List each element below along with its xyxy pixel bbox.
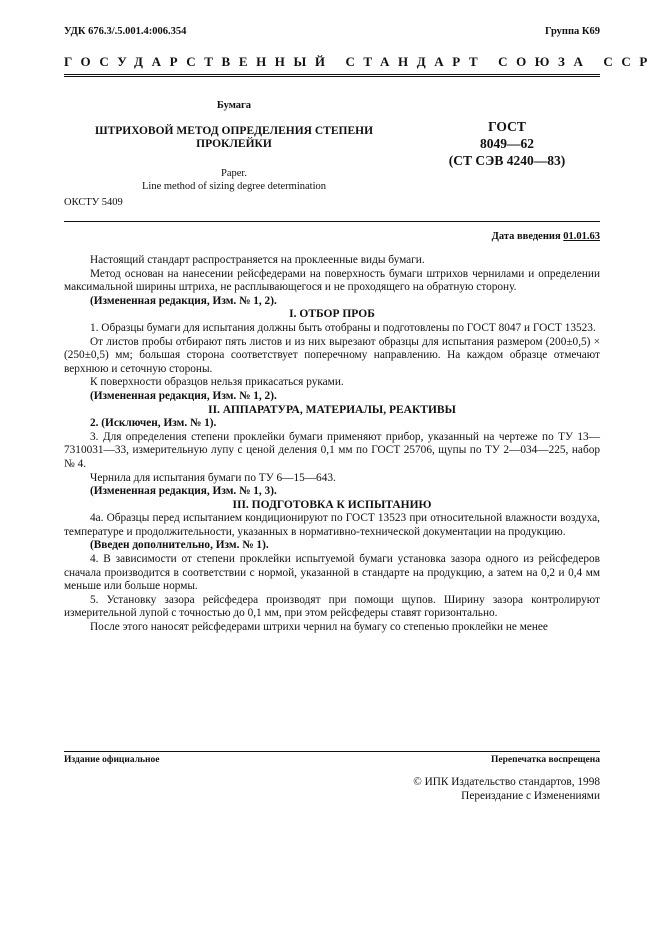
paragraph-5: 5. Установку зазора рейсфедера производят при помощи щупов. Ширину зазора контролируют измерительной лупой с точностью до 0,1 мм, при этом рейсфедеры ставят горизонтально.	[64, 593, 600, 620]
footer-rule	[64, 751, 600, 752]
paragraph-scope: Настоящий стандарт распространяется на проклеенные виды бумаги.	[90, 254, 425, 266]
paragraph-1: 1. Образцы бумаги для испытания должны быть отобраны и подготовлены по ГОСТ 8047 и ГОСТ 13523.	[90, 321, 596, 334]
group-code: Группа К69	[544, 26, 600, 37]
gost-designation	[432, 118, 582, 169]
subject-label: Бумага	[216, 100, 252, 111]
paragraph-5-cont: После этого наносят рейсфедерами штрихи чернил на бумагу со степенью проклейки не менее	[90, 621, 548, 634]
intro-date-value: 01.01.63	[563, 231, 600, 242]
gost-number: 8049—62	[480, 136, 534, 151]
introduction-date	[492, 231, 600, 242]
copyright-block	[413, 776, 600, 803]
document-body	[64, 254, 600, 635]
intro-date-label: Дата введения	[491, 231, 561, 242]
paragraph-method: Метод основан на нанесении рейсфедерами на поверхность бумаги штрихов чернилами и определении максимальной ширины штриха, не расплывающегося и не проходящего на обратную сторону.	[64, 267, 600, 294]
header-rule-bottom	[64, 76, 600, 77]
amendment-note-2: (Измененная редакция, Изм. № 1, 2).	[90, 389, 277, 402]
english-title-line1: Paper.	[221, 168, 247, 179]
copyright-line: © ИПК Издательство стандартов, 1998	[413, 776, 600, 788]
paragraph-2-excluded: 2. (Исключен, Изм. № 1).	[90, 417, 217, 430]
amendment-note-1: (Измененная редакция, Изм. № 1, 2).	[90, 294, 277, 307]
intro-rule	[64, 221, 600, 222]
section-heading-2: II. АППАРАТУРА, МАТЕРИАЛЫ, РЕАКТИВЫ	[208, 403, 456, 416]
official-edition-label: Издание официальное	[64, 755, 160, 765]
paragraph-4a: 4а. Образцы перед испытанием кондиционируют по ГОСТ 13523 при относительной влажности воздуха, температуре и продолжительности, указанных в нормативно-технической документации на продукцию.	[64, 512, 600, 538]
amendment-note-3: (Измененная редакция, Изм. № 1, 3).	[90, 485, 277, 498]
st-sev-number: (СТ СЭВ 4240—83)	[448, 153, 566, 168]
oksty-code: ОКСТУ 5409	[64, 197, 123, 208]
reprint-prohibited-label: Перепечатка воспрещена	[490, 755, 600, 765]
paragraph-4: 4. В зависимости от степени проклейки испытуемой бумаги установка зазора одного из рейсфедеров сначала производится в соответствии с нормой, указанной в стандарте на продукцию, а затем на 0,2 и 0,4 мм меньше или больше нормы.	[64, 553, 600, 593]
amendment-note-4: (Введен дополнительно, Изм. № 1).	[90, 539, 269, 552]
section-heading-3: III. ПОДГОТОВКА К ИСПЫТАНИЮ	[232, 498, 432, 511]
state-standard-heading: ГОСУДАРСТВЕННЫЙ СТАНДАРТ СОЮЗА ССР	[64, 54, 656, 69]
paragraph-3: 3. Для определения степени проклейки бумаги применяют прибор, указанный на чертеже по ТУ 13—7310031—33, измерительную лупу с ценой деления 0,1 мм по ГОСТ 25706, щупы по ТУ 2—034—225, набор № 4.	[64, 430, 600, 470]
title-block	[64, 100, 404, 193]
paragraph-1-samples: От листов пробы отбирают пять листов и из них вырезают образцы для испытания размером (200±0,5) × (250±0,5) мм; большая сторона соответствует поперечному направлению. На каждом образце отмечают верхнюю и сеточную стороны.	[64, 335, 600, 375]
standard-title: ШТРИХОВОЙ МЕТОД ОПРЕДЕЛЕНИЯ СТЕПЕНИ ПРОКЛЕЙКИ	[94, 125, 374, 150]
paragraph-3-ink: Чернила для испытания бумаги по ТУ 6—15—643.	[90, 471, 336, 484]
section-heading-1: I. ОТБОР ПРОБ	[289, 308, 375, 321]
gost-label: ГОСТ	[488, 119, 526, 134]
udk-code: УДК 676.3/.5.001.4:006.354	[64, 26, 187, 37]
header-rule-top	[64, 74, 600, 75]
reissue-line: Переиздание с Изменениями	[461, 789, 600, 802]
english-title-line2: Line method of sizing degree determination	[142, 181, 326, 192]
paragraph-1-touch: К поверхности образцов нельзя прикасаться руками.	[90, 376, 344, 389]
